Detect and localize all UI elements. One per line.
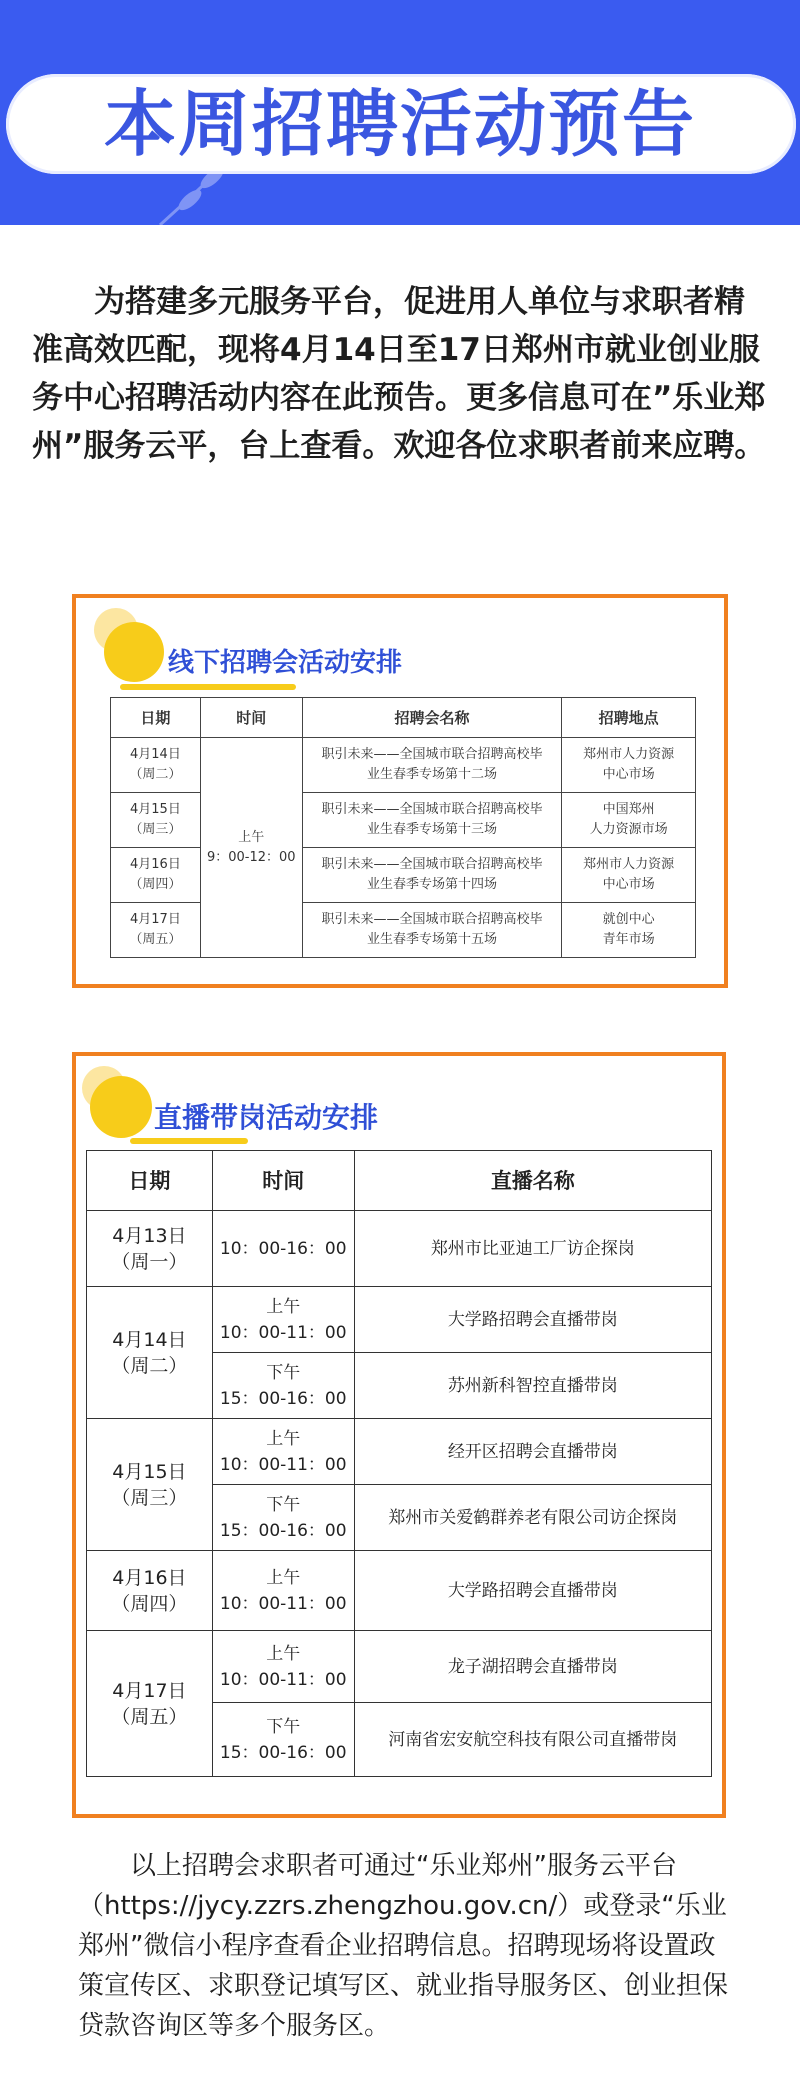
table-row — [87, 1419, 712, 1485]
location-cell: 郑州市人力资源 中心市场 — [562, 848, 696, 903]
stream-name-cell: 龙子湖招聘会直播带岗 — [354, 1631, 711, 1703]
table-row — [87, 1631, 712, 1703]
header-fair-name: 招聘会名称 — [302, 698, 562, 738]
fair-name-cell: 职引未来——全国城市联合招聘高校毕 业生春季专场第十五场 — [302, 903, 562, 958]
time-cell: 上午 10：00-11：00 — [212, 1419, 354, 1485]
date-cell: 4月14日 （周二） — [87, 1287, 213, 1419]
decor-dot-large — [104, 622, 164, 682]
table-header-row — [111, 698, 696, 738]
header-time: 时间 — [212, 1151, 354, 1211]
live-schedule-table — [86, 1150, 712, 1777]
stream-name-cell: 经开区招聘会直播带岗 — [354, 1419, 711, 1485]
time-cell: 上午 10：00-11：00 — [212, 1631, 354, 1703]
live-heading-underline — [130, 1138, 248, 1144]
table-row — [87, 1551, 712, 1631]
stream-name-cell: 大学路招聘会直播带岗 — [354, 1287, 711, 1353]
offline-schedule-table — [110, 697, 696, 958]
date-cell: 4月14日 （周二） — [111, 738, 201, 793]
table-row — [111, 903, 696, 958]
date-cell: 4月17日 （周五） — [87, 1631, 213, 1777]
intro-text — [32, 278, 772, 470]
date-cell: 4月16日 （周四） — [111, 848, 201, 903]
time-cell: 10：00-16：00 — [212, 1211, 354, 1287]
stream-name-cell: 郑州市比亚迪工厂访企探岗 — [354, 1211, 711, 1287]
header-stream-name: 直播名称 — [354, 1151, 711, 1211]
table-row — [87, 1211, 712, 1287]
outro-text — [78, 1846, 734, 2046]
fair-name-cell: 职引未来——全国城市联合招聘高校毕 业生春季专场第十二场 — [302, 738, 562, 793]
fair-name-cell: 职引未来——全国城市联合招聘高校毕 业生春季专场第十三场 — [302, 793, 562, 848]
table-row — [111, 848, 696, 903]
table-row — [111, 793, 696, 848]
live-heading: 直播带岗活动安排 — [154, 1101, 379, 1134]
offline-heading: 线下招聘会活动安排 — [168, 648, 403, 678]
stream-name-cell: 郑州市关爱鹤群养老有限公司访企探岗 — [354, 1485, 711, 1551]
header-time: 时间 — [200, 698, 302, 738]
header-date: 日期 — [87, 1151, 213, 1211]
table-header-row — [87, 1151, 712, 1211]
decor-dot-large — [90, 1076, 152, 1138]
time-cell: 上午 10：00-11：00 — [212, 1287, 354, 1353]
intro-paragraph: 为搭建多元服务平台，促进用人单位与求职者精准高效匹配，现将4月14日至17日郑州市就业创业服务中心招聘活动内容在此预告。更多信息可在”乐业郑州”服务云平，台上查看。欢迎各位求职者前来应聘。 — [32, 284, 766, 464]
header-location: 招聘地点 — [562, 698, 696, 738]
date-cell: 4月15日 （周三） — [87, 1419, 213, 1551]
page-title: 本周招聘活动预告 — [103, 82, 696, 166]
stream-name-cell: 河南省宏安航空科技有限公司直播带岗 — [354, 1703, 711, 1777]
header-date: 日期 — [111, 698, 201, 738]
date-cell: 4月17日 （周五） — [111, 903, 201, 958]
stream-name-cell: 苏州新科智控直播带岗 — [354, 1353, 711, 1419]
time-cell: 下午 15：00-16：00 — [212, 1703, 354, 1777]
time-cell: 下午 15：00-16：00 — [212, 1485, 354, 1551]
stream-name-cell: 大学路招聘会直播带岗 — [354, 1551, 711, 1631]
table-row — [87, 1287, 712, 1353]
time-cell: 上午 10：00-11：00 — [212, 1551, 354, 1631]
outro-paragraph: 以上招聘会求职者可通过“乐业郑州”服务云平台（https://jycy.zzrs.zhengzhou.gov.cn/）或登录“乐业郑州”微信小程序查看企业招聘信息。招聘现场将设置政策宣传区、求职登记填写区、就业指导服务区、创业担保贷款咨询区等多个服务区。 — [78, 1851, 729, 2041]
time-cell: 上午 9：00-12：00 — [200, 738, 302, 958]
time-cell: 下午 15：00-16：00 — [212, 1353, 354, 1419]
table-row — [111, 738, 696, 793]
header-banner — [0, 0, 800, 225]
fair-name-cell: 职引未来——全国城市联合招聘高校毕 业生春季专场第十四场 — [302, 848, 562, 903]
offline-heading-underline — [120, 684, 296, 690]
location-cell: 就创中心 青年市场 — [562, 903, 696, 958]
date-cell: 4月13日 （周一） — [87, 1211, 213, 1287]
location-cell: 中国郑州 人力资源市场 — [562, 793, 696, 848]
location-cell: 郑州市人力资源 中心市场 — [562, 738, 696, 793]
date-cell: 4月16日 （周四） — [87, 1551, 213, 1631]
date-cell: 4月15日 （周三） — [111, 793, 201, 848]
